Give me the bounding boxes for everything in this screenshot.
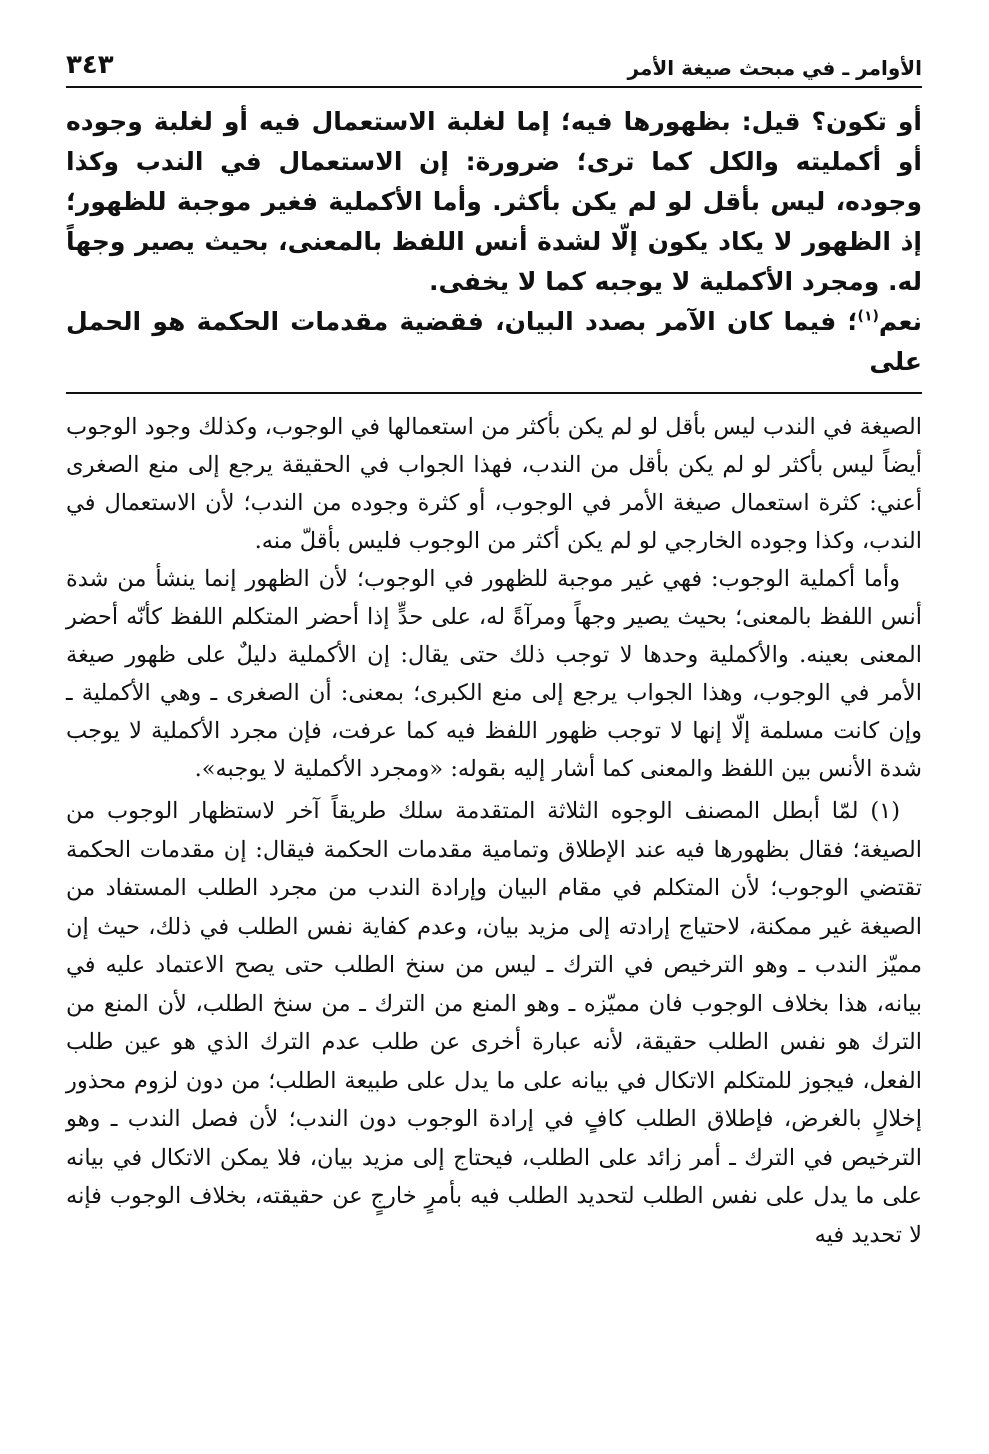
footnote-reference[interactable]: (١): [857, 308, 879, 325]
commentary-paragraph-2: وأما أكملية الوجوب: فهي غير موجبة للظهور في الوجوب؛ لأن الظهور إنما ينشأ من شدة أنس اللفظ بالمعنى؛ بحيث يصير وجهاً ومرآةً له، على حدٍّ إذا أحضر المتكلم اللفظ كأنّه أحضر المعنى بعينه. والأكملية وحدها لا توجب ذلك حتى يقال: إن الأكملية دليلٌ على ظهور صيغة الأمر في الوجوب، وهذا الجواب يرجع إلى منع الكبرى؛ بمعنى: أن الصغرى ـ وهي الأكملية ـ وإن كانت مسلمة إلّا إنها لا توجب ظهور اللفظ فيه كما عرفت، فإن مجرد الأكملية لا يوجب شدة الأنس بين اللفظ والمعنى كما أشار إليه بقوله: «ومجرد الأكملية لا يوجبه».: [66, 566, 922, 782]
main-paragraph-2: [66, 302, 922, 382]
footnote-1: (١) لمّا أبطل المصنف الوجوه الثلاثة المتقدمة سلك طريقاً آخر لاستظهار الوجوب من الصيغة؛ فقال بظهورها فيه عند الإطلاق وتمامية مقدمات الحكمة فيقال: إن مقدمات الحكمة تقتضي الوجوب؛ لأن المتكلم في مقام البيان وإرادة الندب من مجرد الطلب المستفاد من الصيغة غير ممكنة، لاحتياج إرادته إلى مزيد بيان، وعدم كفاية نفس الطلب في ذلك، حيث إن مميّز الندب ـ وهو الترخيص في الترك ـ ليس من سنخ الطلب حتى يصح الاعتماد عليه في بيانه، هذا بخلاف الوجوب فان مميّزه ـ وهو المنع من الترك ـ من سنخ الطلب، لأن المنع من الترك هو نفس الطلب حقيقة، لأنه عبارة أخرى عن طلب عدم الترك الذي هو عين طلب الفعل، فيجوز للمتكلم الاتكال في بيانه على ما يدل على طبيعة الطلب؛ من دون لزوم محذور إخلالٍ بالغرض، فإطلاق الطلب كافٍ في إرادة الوجوب دون الندب؛ لأن فصل الندب ـ وهو الترخيص في الترك ـ أمر زائد على الطلب، فيحتاج إلى مزيد بيان، فلا يمكن الاتكال في بيانه على ما يدل على نفس الطلب لتحديد الطلب فيه بأمرٍ خارجٍ عن حقيقته، بخلاف الوجوب فإنه لا تحديد فيه: [66, 798, 922, 1248]
page-number: ٣٤٣: [66, 50, 114, 80]
running-header: [66, 40, 922, 80]
main-paragraph-1: أو تكون؟ قيل: بظهورها فيه؛ إما لغلبة الاستعمال فيه أو لغلبة وجوده أو أكمليته والكل كما ترى؛ ضرورة: إن الاستعمال في الندب وكذا وجوده، ليس بأقل لو لم يكن بأكثر. وأما الأكملية فغير موجبة للظهور؛ إذ الظهور لا يكاد يكون إلّا لشدة أنس اللفظ بالمعنى، بحيث يصير وجهاً له. ومجرد الأكملية لا يوجبه كما لا يخفى.: [66, 107, 922, 296]
main-text: [66, 102, 922, 382]
text-commentary-divider: [66, 392, 922, 394]
commentary-paragraph-1: الصيغة في الندب ليس بأقل لو لم يكن بأكثر من استعمالها في الوجوب، وكذلك وجود الوجوب أيضاً ليس بأكثر لو لم يكن بأقل من الندب، فهذا الجواب في الحقيقة يرجع إلى منع الصغرى أعني: كثرة استعمال صيغة الأمر في الوجوب، أو كثرة وجوده من الندب؛ لأن الاستعمال في الندب، وكذا وجوده الخارجي لو لم يكن أكثر من الوجوب فليس بأقلّ منه.: [66, 414, 922, 554]
book-page: [66, 40, 922, 1277]
commentary: [66, 408, 922, 788]
running-title: الأوامر ـ في مبحث صيغة الأمر: [627, 56, 922, 80]
header-rule: [66, 86, 922, 88]
main-paragraph-2-rest: ؛ فيما كان الآمر بصدد البيان، فقضية مقدمات الحكمة هو الحمل على: [66, 307, 922, 376]
main-paragraph-2-start: نعم: [878, 307, 922, 336]
